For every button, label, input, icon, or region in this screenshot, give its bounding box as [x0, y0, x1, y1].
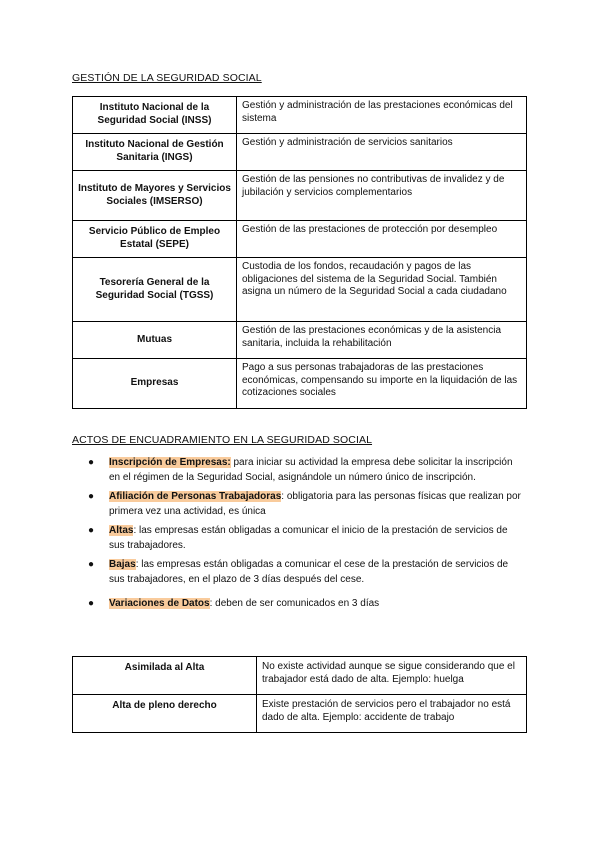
entity-cell: Instituto de Mayores y Servicios Sociales (IMSERSO) [73, 171, 237, 221]
table-row [73, 657, 527, 695]
list-item-term: Bajas [109, 559, 136, 570]
table-row [73, 258, 527, 322]
list-item [88, 558, 523, 587]
bullet-icon: ● [88, 598, 95, 609]
bullet-icon: ● [88, 457, 95, 468]
table-row [73, 97, 527, 134]
description-cell: Gestión de las pensiones no contributivas de invalidez y de jubilación y servicios complementarios [237, 171, 527, 221]
table-row [73, 221, 527, 258]
description-cell: No existe actividad aunque se sigue considerando que el trabajador está dado de alta. Ejemplo: huelga [257, 657, 527, 695]
type-cell: Asimilada al Alta [73, 657, 257, 695]
list-item-text: : obligatoria para las personas físicas que realizan por primera vez una actividad, es única [109, 491, 521, 517]
table-row [73, 134, 527, 171]
type-cell: Alta de pleno derecho [73, 695, 257, 733]
list-item-text: : las empresas están obligadas a comunicar el inicio de la prestación de servicios de sus trabajadores. [109, 525, 508, 551]
bullet-icon: ● [88, 525, 95, 536]
table-row [73, 322, 527, 359]
acts-list [88, 456, 523, 617]
bullet-icon: ● [88, 491, 95, 502]
management-table [72, 96, 527, 409]
section-title-gestion: GESTIÓN DE LA SEGURIDAD SOCIAL [72, 72, 262, 84]
list-item-term: Altas [109, 525, 134, 536]
list-item-text: para iniciar su actividad la empresa debe solicitar la inscripción en el régimen de la Seguridad Social, asignándole un número único de inscripción. [109, 457, 513, 483]
description-cell: Custodia de los fondos, recaudación y pagos de las obligaciones del sistema de la Seguridad Social. También asigna un número de la Seguridad Social a cada ciudadano [237, 258, 527, 322]
list-item-text: : las empresas están obligadas a comunicar el cese de la prestación de servicios de sus trabajadores, en el plazo de 3 días después del cese. [109, 559, 509, 585]
description-cell: Gestión de las prestaciones de protección por desempleo [237, 221, 527, 258]
list-item-text: : deben de ser comunicados en 3 días [209, 598, 380, 609]
list-item-term: Inscripción de Empresas: [109, 457, 231, 468]
table-row [73, 359, 527, 409]
section-title-actos: ACTOS DE ENCUADRAMIENTO EN LA SEGURIDAD SOCIAL [72, 434, 373, 446]
list-item [88, 597, 523, 612]
table-row [73, 171, 527, 221]
entity-cell: Instituto Nacional de Gestión Sanitaria (INGS) [73, 134, 237, 171]
alta-types-table [72, 656, 527, 733]
bullet-icon: ● [88, 559, 95, 570]
entity-cell: Servicio Público de Empleo Estatal (SEPE) [73, 221, 237, 258]
list-item [88, 524, 523, 553]
list-item [88, 456, 523, 485]
list-item [88, 490, 523, 519]
description-cell: Gestión y administración de servicios sanitarios [237, 134, 527, 171]
entity-cell: Tesorería General de la Seguridad Social (TGSS) [73, 258, 237, 322]
list-item-term: Variaciones de Datos [109, 598, 210, 609]
entity-cell: Instituto Nacional de la Seguridad Social (INSS) [73, 97, 237, 134]
description-cell: Existe prestación de servicios pero el trabajador no está dado de alta. Ejemplo: accidente de trabajo [257, 695, 527, 733]
description-cell: Pago a sus personas trabajadoras de las prestaciones económicas, compensando su importe en la liquidación de las cotizaciones sociales [237, 359, 527, 409]
entity-cell: Empresas [73, 359, 237, 409]
description-cell: Gestión y administración de las prestaciones económicas del sistema [237, 97, 527, 134]
entity-cell: Mutuas [73, 322, 237, 359]
table-row [73, 695, 527, 733]
list-item-term: Afiliación de Personas Trabajadoras [109, 491, 282, 502]
description-cell: Gestión de las prestaciones económicas y de la asistencia sanitaria, incluida la rehabilitación [237, 322, 527, 359]
